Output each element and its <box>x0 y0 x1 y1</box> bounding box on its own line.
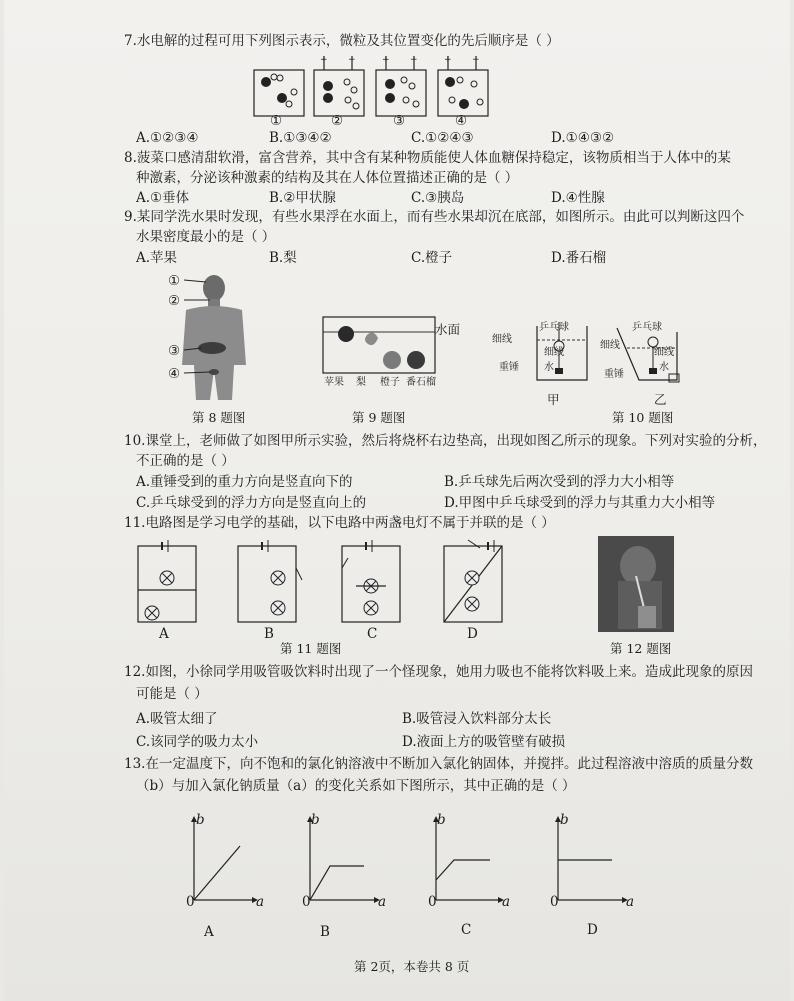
fig12-caption: 第 12 题图 <box>610 641 672 656</box>
svg-text:−: − <box>410 55 418 65</box>
fig10-yi-water: 水 <box>659 362 669 373</box>
fig10-jia-thread-2: 细线 <box>544 347 564 358</box>
q13-graph-d-axis-x: a <box>626 894 635 910</box>
q13-label-d: D <box>587 922 598 938</box>
q12-option-d: D.液面上方的吸管壁有破损 <box>402 734 566 750</box>
fig10-yi-thread-2: 细线 <box>654 347 674 358</box>
q12-stem-line1: 12.如图，小徐同学用吸管吸饮料时出现了一个怪现象，她用力吸也不能将饮料吸上来。造成此现象的原因 <box>124 664 753 680</box>
q9-option-a: A.苹果 <box>136 250 178 266</box>
svg-text:−: − <box>472 55 480 65</box>
q13-graph-a-axis-x: a <box>256 894 265 910</box>
q9-option-d: D.番石榴 <box>551 250 607 266</box>
q10-option-c: C.乒乓球受到的浮力方向是竖直向上的 <box>136 495 367 511</box>
q7-option-a: A.①②③④ <box>136 130 199 146</box>
q8-stem-line2: 种激素，分泌该种激素的结构及其在人体位置描述正确的是（ ） <box>136 170 519 186</box>
q7-fig-label-1: ① <box>270 113 283 129</box>
fig9-water-label: 水面 <box>435 322 461 337</box>
q11-label-a: A <box>159 626 169 642</box>
exam-page <box>4 0 790 1001</box>
q13-graph-c-origin: 0 <box>428 894 437 910</box>
q13-graph-d-axis-y: b <box>560 812 569 828</box>
fig10-caption: 第 10 题图 <box>612 410 674 425</box>
q7-option-d: D.①④③② <box>551 130 615 146</box>
q13-graph-d-origin: 0 <box>550 894 559 910</box>
fig10-yi-weight: 重锤 <box>604 369 624 380</box>
q13-graph-b-axis-x: a <box>378 894 387 910</box>
q7-option-c: C.①②④③ <box>411 130 474 146</box>
q13-graph-c-axis-x: a <box>502 894 511 910</box>
q11-circuit-diagrams <box>132 538 507 628</box>
q9-stem-line2: 水果密度最小的是（ ） <box>136 229 276 245</box>
q8-option-a: A.①垂体 <box>136 190 190 206</box>
fig9-fruit-orange: 橙子 <box>380 377 400 388</box>
q10-option-b: B.乒乓球先后两次受到的浮力大小相等 <box>444 474 675 490</box>
q8-option-d: D.④性腺 <box>551 190 605 206</box>
q13-graphs <box>186 812 646 912</box>
q9-option-c: C.橙子 <box>411 250 453 266</box>
q7-stem: 7.水电解的过程可用下列图示表示，微粒及其位置变化的先后顺序是（ ） <box>124 33 560 49</box>
fig10-jia-thread: 细线 <box>492 334 512 345</box>
q13-stem-line2: （b）与加入氯化钠质量（a）的变化关系如下图所示，其中正确的是（ ） <box>136 778 576 794</box>
q10-stem-line1: 10.课堂上，老师做了如图甲所示实验，然后将烧杯右边垫高，出现如图乙所示的现象。下列对实验的分析， <box>124 433 767 449</box>
q13-stem-line1: 13.在一定温度下，向不饱和的氯化钠溶液中不断加入氯化钠固体，并搅拌。此过程溶液中溶质的质量分数 <box>124 756 753 772</box>
fig9-caption: 第 9 题图 <box>352 410 406 425</box>
q7-fig-label-4: ④ <box>455 113 468 129</box>
fig8-marker-1: ① <box>168 273 181 289</box>
fig10-jia-ball: 乒乓球 <box>539 322 569 333</box>
svg-text:+: + <box>382 55 390 65</box>
svg-text:+: + <box>444 55 452 65</box>
q8-option-c: C.③胰岛 <box>411 190 465 206</box>
q12-option-b: B.吸管浸入饮料部分太长 <box>402 711 552 727</box>
q11-label-c: C <box>367 626 378 642</box>
q13-graph-b-origin: 0 <box>302 894 311 910</box>
q12-option-c: C.该同学的吸力太小 <box>136 734 259 750</box>
q13-label-b: B <box>320 924 330 940</box>
q13-graph-b-axis-y: b <box>311 812 320 828</box>
fig8-marker-2: ② <box>168 293 181 309</box>
fig9-fruit-guava: 番石榴 <box>406 377 436 388</box>
fig9-fruit-tank <box>322 316 437 376</box>
q7-option-b: B.①③④② <box>269 130 332 146</box>
svg-text:−: − <box>348 55 356 65</box>
fig10-label-jia: 甲 <box>547 392 560 407</box>
q10-option-d: D.甲图中乒乓球受到的浮力与其重力大小相等 <box>444 495 716 511</box>
fig10-yi-ball: 乒乓球 <box>632 322 662 333</box>
q11-label-d: D <box>467 626 478 642</box>
fig8-human-body <box>164 270 264 405</box>
q11-caption: 第 11 题图 <box>280 641 342 656</box>
q7-fig-label-3: ③ <box>393 113 406 129</box>
q13-label-a: A <box>204 924 214 940</box>
fig10-yi-thread: 细线 <box>600 340 620 351</box>
q11-stem: 11.电路图是学习电学的基础，以下电路中两盏电灯不属于并联的是（ ） <box>124 515 555 531</box>
q13-graph-a-origin: 0 <box>186 894 195 910</box>
q13-label-c: C <box>461 922 472 938</box>
q13-graph-c-axis-y: b <box>437 812 446 828</box>
q9-option-b: B.梨 <box>269 250 297 266</box>
fig9-fruit-pear: 梨 <box>356 377 366 388</box>
q10-stem-line2: 不正确的是（ ） <box>136 453 235 469</box>
q9-stem-line1: 9.某同学洗水果时发现，有些水果浮在水面上，而有些水果却沉在底部，如图所示。由此可以判断这四个 <box>124 209 745 225</box>
q12-option-a: A.吸管太细了 <box>136 711 218 727</box>
fig8-marker-3: ③ <box>168 343 181 359</box>
q7-fig-label-2: ② <box>331 113 344 129</box>
fig10-label-yi: 乙 <box>654 392 667 407</box>
fig8-caption: 第 8 题图 <box>192 410 246 425</box>
q8-stem-line1: 8.菠菜口感清甜软滑，富含营养，其中含有某种物质能使人体血糖保持稳定，该物质相当于人体中的某 <box>124 150 731 166</box>
fig10-jia-weight: 重锤 <box>499 362 519 373</box>
fig12-photo <box>598 536 674 632</box>
q10-option-a: A.重锤受到的重力方向是竖直向下的 <box>136 474 353 490</box>
q11-label-b: B <box>264 626 274 642</box>
fig9-fruit-apple: 苹果 <box>324 377 344 388</box>
fig10-jia-water: 水 <box>544 362 554 373</box>
q8-option-b: B.②甲状腺 <box>269 190 336 206</box>
q12-stem-line2: 可能是（ ） <box>136 686 208 702</box>
svg-text:+: + <box>320 55 328 65</box>
fig8-marker-4: ④ <box>168 366 181 382</box>
q13-graph-a-axis-y: b <box>196 812 205 828</box>
page-footer: 第 2页，本卷共 8 页 <box>354 959 470 974</box>
